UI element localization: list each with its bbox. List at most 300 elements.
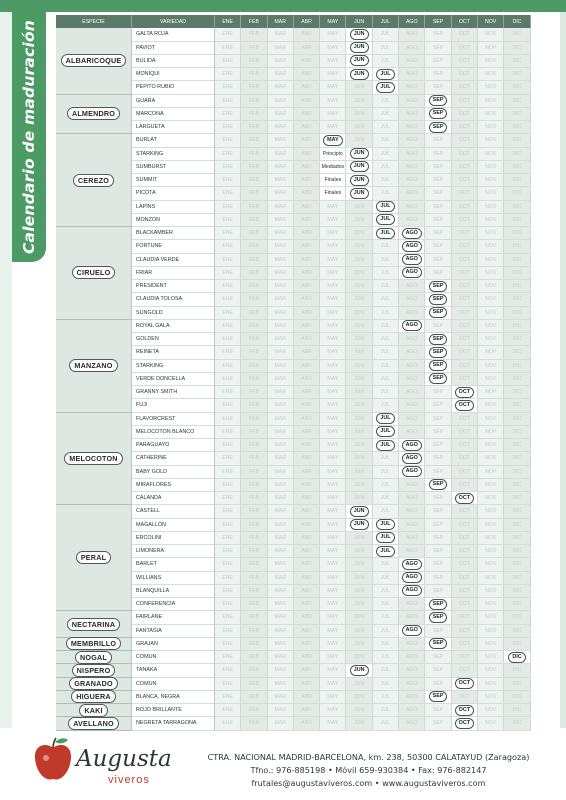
month-label: JUL [380,110,391,117]
month-cell [241,399,267,412]
month-cell [373,386,399,399]
month-cell [320,121,346,134]
month-cell [320,691,346,704]
month-label: AGO [405,362,418,369]
month-cell [452,598,478,611]
month-cell [241,691,267,704]
month-label: SEP [432,163,444,170]
variety-name: COMUN [132,651,215,664]
month-cell [241,558,267,571]
month-label: MAY [327,216,339,223]
month-cell [399,320,425,333]
ripening-note: Finales [324,190,342,197]
month-label: JUL [380,667,391,674]
species-cell [56,638,132,651]
month-cell [346,386,372,399]
month-label: FEB [248,389,259,396]
month-cell [504,651,530,664]
month-label: SEP [432,31,444,38]
month-cell [241,717,267,730]
month-cell [373,413,399,426]
month-cell [215,81,241,94]
month-label: NOV [484,137,497,144]
month-cell [399,598,425,611]
month-label: JUL [380,561,391,568]
month-label: JUN [354,548,365,555]
species-cell [56,678,132,691]
month-cell [241,240,267,253]
month-label: MAY [327,627,339,634]
month-cell [504,519,530,532]
month-cell [373,651,399,664]
month-cell [268,413,294,426]
month-label: FEB [248,654,259,661]
month-cell [294,439,320,452]
month-cell [241,174,267,187]
month-cell [346,346,372,359]
month-label: SEP [432,680,444,687]
month-cell [268,42,294,55]
month-cell [320,346,346,359]
month-cell [215,55,241,68]
month-cell [399,704,425,717]
month-cell [478,572,504,585]
month-label: ABR [301,389,312,396]
month-cell [268,386,294,399]
month-label: ENE [222,667,233,674]
month-label: FEB [248,548,259,555]
variety-name: ERCOLINI [132,532,215,545]
month-cell [320,598,346,611]
month-cell [452,691,478,704]
month-cell [215,68,241,81]
month-label: MAY [327,84,339,91]
month-label: NOV [484,44,497,51]
month-label: SEP [432,322,444,329]
month-label: JUL [380,375,391,382]
month-label: ENE [222,375,233,382]
month-label: ENE [222,309,233,316]
month-label: AGO [405,667,418,674]
month-label: FEB [248,574,259,581]
month-label: OCT [458,574,470,581]
month-cell [504,691,530,704]
month-cell [399,174,425,187]
variety-name: PRESIDENT [132,280,215,293]
month-label: MAY [327,269,339,276]
variety-name: FRIAR [132,267,215,280]
month-cell [399,28,425,41]
month-cell [504,505,530,518]
ripening-month-pill: JUL [376,214,394,225]
month-label: SEP [432,57,444,64]
month-cell [320,492,346,505]
month-cell [478,479,504,492]
month-cell [268,611,294,624]
month-label: ABR [301,442,312,449]
month-cell [268,320,294,333]
month-label: SEP [432,415,444,422]
month-label: FEB [248,336,259,343]
month-label: ENE [222,349,233,356]
ripening-month-pill: JUN [350,148,369,159]
month-label: DIC [512,442,522,449]
month-cell [294,598,320,611]
month-label: NOV [484,561,497,568]
month-cell [215,227,241,240]
variety-name: BURLAT [132,134,215,147]
month-cell [452,466,478,479]
month-label: MAY [327,243,339,250]
month-label: DIC [512,362,522,369]
ripening-month-pill: SEP [429,347,448,358]
month-cell [399,214,425,227]
month-cell [452,505,478,518]
month-cell [373,320,399,333]
month-label: ENE [222,269,233,276]
month-cell [268,174,294,187]
month-cell [504,466,530,479]
month-cell [215,625,241,638]
month-cell [294,638,320,651]
month-label: MAY [327,309,339,316]
month-cell [399,333,425,346]
month-label: JUN [354,468,365,475]
month-label: ABR [301,627,312,634]
month-label: FEB [248,707,259,714]
apple-logo-icon [32,736,74,786]
month-cell [268,68,294,81]
month-cell [452,187,478,200]
month-label: SEP [432,84,444,91]
month-cell [320,439,346,452]
month-label: JUN [354,561,365,568]
month-label: DIC [512,508,522,515]
month-cell [425,280,451,293]
species-name: ALMENDRO [67,107,120,120]
month-cell [373,121,399,134]
month-cell [241,532,267,545]
month-label: OCT [458,256,470,263]
month-label: FEB [248,720,259,727]
month-cell [320,307,346,320]
variety-name: GRAJAN [132,638,215,651]
month-label: OCT [458,654,470,661]
month-cell [504,558,530,571]
month-cell [241,545,267,558]
ripening-month-pill: SEP [429,294,448,305]
month-label: OCT [458,44,470,51]
variety-name: MONZON [132,214,215,227]
month-cell [215,360,241,373]
month-label: OCT [458,163,470,170]
month-label: MAR [274,415,286,422]
month-cell [504,426,530,439]
month-cell [425,532,451,545]
month-label: OCT [458,548,470,555]
month-label: AGO [405,309,418,316]
month-cell [268,678,294,691]
month-label: ENE [222,614,233,621]
month-label: MAR [274,428,286,435]
month-label: FEB [248,601,259,608]
month-cell [504,598,530,611]
month-cell [294,678,320,691]
month-label: OCT [458,230,470,237]
month-label: JUL [380,150,391,157]
month-label: DIC [512,561,522,568]
month-cell [268,439,294,452]
month-cell [346,148,372,161]
month-cell [320,651,346,664]
species-name: PERAL [76,551,111,564]
species-cell [56,691,132,704]
month-label: MAR [274,375,286,382]
month-cell [241,307,267,320]
month-label: FEB [248,31,259,38]
month-cell [215,346,241,359]
month-cell [346,42,372,55]
month-cell [268,532,294,545]
ripening-month-pill: AGO [402,585,422,596]
month-label: FEB [248,97,259,104]
month-label: DIC [512,31,522,38]
month-cell [268,307,294,320]
month-label: SEP [432,627,444,634]
column-header: AGO [399,15,425,28]
month-cell [425,148,451,161]
month-cell [373,280,399,293]
month-cell [268,134,294,147]
month-label: JUL [380,680,391,687]
month-cell [294,214,320,227]
month-label: ABR [301,680,312,687]
month-cell [478,346,504,359]
month-cell [294,240,320,253]
month-cell [294,346,320,359]
month-cell [346,333,372,346]
month-cell [215,267,241,280]
month-cell [268,585,294,598]
ripening-month-pill: JUL [376,201,394,212]
month-label: JUN [354,110,365,117]
month-label: OCT [458,190,470,197]
month-label: DIC [512,402,522,409]
month-label: AGO [405,680,418,687]
month-cell [373,691,399,704]
month-cell [399,413,425,426]
month-cell [241,201,267,214]
month-cell [320,333,346,346]
month-label: JUN [354,720,365,727]
month-cell [373,227,399,240]
month-label: OCT [458,561,470,568]
month-cell [452,227,478,240]
month-label: FEB [248,468,259,475]
month-cell [215,664,241,677]
month-label: SEP [432,468,444,475]
month-cell [346,611,372,624]
month-label: AGO [405,495,418,502]
month-label: SEP [432,455,444,462]
month-cell [373,240,399,253]
month-cell [478,68,504,81]
variety-name: BARLET [132,558,215,571]
month-cell [346,519,372,532]
variety-name: FAIRLANE [132,611,215,624]
month-cell [399,95,425,108]
month-cell [320,664,346,677]
month-label: SEP [432,256,444,263]
month-cell [215,187,241,200]
month-label: ABR [301,44,312,51]
month-cell [215,201,241,214]
month-cell [373,625,399,638]
month-cell [425,293,451,306]
month-label: DIC [512,190,522,197]
month-cell [373,545,399,558]
month-cell [346,638,372,651]
month-label: DIC [512,481,522,488]
month-cell [504,704,530,717]
month-cell [478,307,504,320]
month-cell [478,227,504,240]
month-cell [399,638,425,651]
month-cell [294,333,320,346]
month-cell [373,704,399,717]
month-label: JUL [380,296,391,303]
month-label: NOV [484,481,497,488]
month-cell [215,439,241,452]
month-cell [346,187,372,200]
month-cell [241,625,267,638]
month-cell [268,280,294,293]
month-cell [399,108,425,121]
month-cell [241,346,267,359]
month-cell [425,426,451,439]
month-cell [425,307,451,320]
month-label: AGO [405,614,418,621]
month-label: ABR [301,481,312,488]
month-cell [241,585,267,598]
month-label: FEB [248,177,259,184]
month-cell [320,55,346,68]
month-cell [346,307,372,320]
month-label: JUN [354,534,365,541]
month-label: JUN [354,627,365,634]
month-label: ENE [222,601,233,608]
month-label: ENE [222,336,233,343]
month-cell [215,386,241,399]
month-cell [294,28,320,41]
month-label: ABR [301,177,312,184]
month-label: AGO [405,216,418,223]
month-label: MAY [327,680,339,687]
month-label: ENE [222,495,233,502]
month-cell [425,625,451,638]
month-label: MAY [327,720,339,727]
month-label: ABR [301,203,312,210]
month-cell [294,55,320,68]
month-label: OCT [458,455,470,462]
month-cell [268,638,294,651]
column-header: NOV [478,15,504,28]
month-label: SEP [432,389,444,396]
month-label: NOV [484,667,497,674]
month-label: ABR [301,57,312,64]
month-label: NOV [484,203,497,210]
month-cell [241,214,267,227]
month-label: OCT [458,309,470,316]
month-label: ABR [301,309,312,316]
month-cell [268,664,294,677]
month-cell [452,532,478,545]
month-label: MAR [274,667,286,674]
footer-address: CTRA. NACIONAL MADRID-BARCELONA, km. 238, 50300 CALATAYUD (Zaragoza) [207,752,530,762]
month-cell [346,174,372,187]
month-label: AGO [405,190,418,197]
month-cell [294,611,320,624]
ripening-month-pill: SEP [429,373,448,384]
month-label: ABR [301,269,312,276]
variety-name: LARGUETA [132,121,215,134]
month-label: MAY [327,587,339,594]
month-label: JUN [354,481,365,488]
month-cell [215,280,241,293]
month-cell [373,42,399,55]
month-label: MAY [327,707,339,714]
month-label: AGO [405,349,418,356]
column-header: DIC [504,15,530,28]
month-label: MAR [274,548,286,555]
month-cell [346,267,372,280]
month-label: MAR [274,256,286,263]
logo-wordmark: Augusta [76,746,172,772]
month-cell [268,293,294,306]
month-label: OCT [458,442,470,449]
month-cell [241,611,267,624]
month-cell [320,373,346,386]
month-label: MAR [274,627,286,634]
month-cell [425,386,451,399]
month-cell [215,307,241,320]
month-cell [373,717,399,730]
month-label: DIC [512,322,522,329]
month-label: JUN [354,415,365,422]
ripening-month-pill: SEP [429,281,448,292]
month-label: ENE [222,110,233,117]
month-label: ABR [301,283,312,290]
month-label: OCT [458,71,470,78]
month-cell [320,254,346,267]
month-label: ENE [222,402,233,409]
month-label: DIC [512,256,522,263]
month-cell [425,664,451,677]
month-cell [320,426,346,439]
month-cell [452,519,478,532]
month-label: FEB [248,309,259,316]
month-label: DIC [512,415,522,422]
ripening-month-pill: JUN [350,188,369,199]
month-cell [320,148,346,161]
month-cell [452,638,478,651]
ripening-month-pill: OCT [455,718,474,729]
variety-name: WILLIANS [132,572,215,585]
month-label: MAY [327,362,339,369]
month-cell [320,95,346,108]
ripening-month-pill: AGO [402,241,422,252]
month-label: ENE [222,283,233,290]
